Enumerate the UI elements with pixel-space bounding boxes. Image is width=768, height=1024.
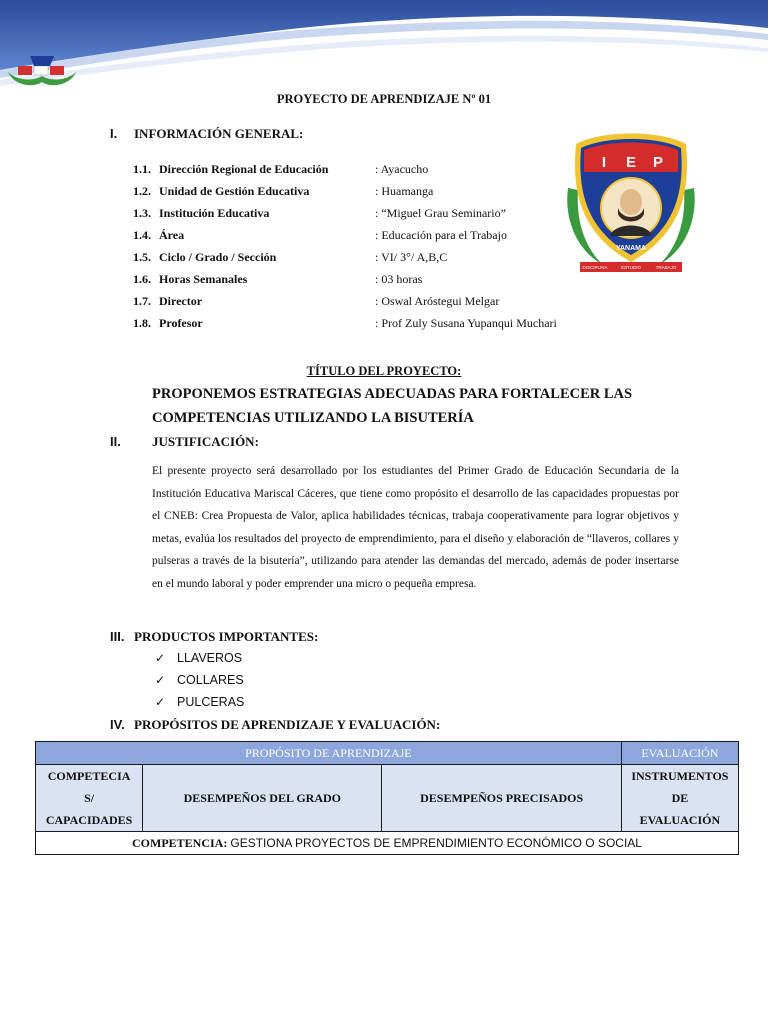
- info-row: [133, 294, 573, 316]
- products-list: [155, 651, 244, 717]
- info-value: : “Miguel Grau Seminario”: [375, 206, 506, 220]
- header-evaluacion: EVALUACIÓN: [621, 742, 738, 765]
- document-title: PROYECTO DE APRENDIZAJE Nº 01: [276, 92, 492, 106]
- info-key: Unidad de Gestión Educativa: [159, 184, 310, 198]
- info-num: 1.8.: [133, 316, 151, 330]
- info-num: 1.1.: [133, 162, 151, 176]
- table-row: [36, 832, 739, 855]
- check-icon: ✓: [155, 673, 166, 687]
- section-heading-justification: [110, 434, 259, 450]
- emblem-letter: P: [652, 154, 664, 171]
- info-row: [133, 184, 573, 206]
- product-label: LLAVEROS: [177, 651, 243, 665]
- project-title-label: TÍTULO DEL PROYECTO:: [306, 364, 462, 378]
- competencia-label: COMPETENCIA:: [132, 835, 228, 850]
- header-line: COMPETECIA: [47, 769, 131, 783]
- header-desempenos-precisados: DESEMPEÑOS PRECISADOS: [382, 765, 621, 832]
- section-number: III.: [110, 629, 125, 644]
- competencia-value: GESTIONA PROYECTOS DE EMPRENDIMIENTO ECONÓMICO O SOCIAL: [230, 835, 642, 850]
- emblem-letter: I: [601, 154, 607, 171]
- project-name-line: PROPONEMOS ESTRATEGIAS ADECUADAS PARA FORTALECER LAS: [152, 386, 633, 402]
- table-header-row: [36, 742, 739, 765]
- info-row: [133, 206, 573, 228]
- info-num: 1.6.: [133, 272, 151, 286]
- header-proposito: PROPÓSITO DE APRENDIZAJE: [36, 742, 622, 765]
- product-item: [155, 673, 244, 695]
- product-item: [155, 695, 244, 717]
- project-name: [152, 382, 712, 430]
- header-line: INSTRUMENTOS: [631, 769, 729, 783]
- section-heading-info: [110, 126, 303, 142]
- info-value: : VI/ 3°/ A,B,C: [375, 250, 448, 264]
- competencia-cell: [36, 832, 739, 855]
- header-line: S/: [84, 791, 95, 805]
- header-competencias: [36, 765, 143, 832]
- project-name-line: COMPETENCIAS UTILIZANDO LA BISUTERÍA: [152, 410, 474, 426]
- section-label: PRODUCTOS IMPORTANTES:: [134, 629, 319, 644]
- table-subheader-row: [36, 765, 739, 832]
- info-value: : Huamanga: [375, 184, 434, 198]
- info-num: 1.4.: [133, 228, 151, 242]
- section-label: JUSTIFICACIÓN:: [152, 434, 259, 449]
- emblem-ribbon-text: TRABAJO: [655, 265, 677, 270]
- info-value: : 03 horas: [375, 272, 423, 286]
- info-num: 1.2.: [133, 184, 151, 198]
- info-num: 1.7.: [133, 294, 151, 308]
- general-info-list: [133, 162, 573, 338]
- product-label: PULCERAS: [177, 695, 245, 709]
- emblem-ribbon-text: DISCIPLINA: [582, 265, 608, 270]
- info-row: [133, 272, 573, 294]
- justification-paragraph: El presente proyecto será desarrollado por los estudiantes del Primer Grado de Educación Secundaria de la Institución Educativa Mariscal Cáceres, que tiene como propósito el desarrollo de las capacidades propuestas por el CNEB: Crea Propuesta de Valor, aplica habilidades técnicas, trabaja cooperativamente para lograr objetivos y metas, evalúa los resultados del proyecto de emprendimiento, para el diseño y elaboración de “llaveros, collares y pulseras a través de la bisutería”, utilizando para atender las demandas del mercado, además de poder insertarse en el mundo laboral y poder emprender una micro o pequeña empresa.: [152, 465, 679, 590]
- check-icon: ✓: [155, 695, 166, 709]
- emblem-ribbon-text: ESTUDIO: [620, 265, 642, 270]
- info-value: : Oswal Aróstegui Melgar: [375, 294, 500, 308]
- header-line: DE: [671, 791, 689, 805]
- section-number: I.: [110, 126, 118, 141]
- info-value: : Educación para el Trabajo: [375, 228, 507, 242]
- section-label: PROPÓSITOS DE APRENDIZAJE Y EVALUACIÓN:: [134, 717, 441, 732]
- info-value: : Prof Zuly Susana Yupanqui Muchari: [375, 316, 557, 330]
- info-key: Director: [159, 294, 203, 308]
- purposes-table: [35, 741, 739, 855]
- info-num: 1.3.: [133, 206, 151, 220]
- info-row: [133, 162, 573, 184]
- section-heading-products: [110, 629, 318, 645]
- school-logo-small: [4, 52, 80, 88]
- info-key: Profesor: [159, 316, 203, 330]
- school-emblem: [562, 128, 700, 278]
- product-label: COLLARES: [177, 673, 244, 687]
- product-item: [155, 651, 244, 673]
- section-heading-purposes: [110, 717, 440, 733]
- info-key: Dirección Regional de Educación: [159, 162, 329, 176]
- info-key: Área: [159, 228, 185, 242]
- section-label: INFORMACIÓN GENERAL:: [134, 126, 304, 141]
- info-num: 1.5.: [133, 250, 151, 264]
- info-key: Institución Educativa: [159, 206, 270, 220]
- header-instrumentos: [621, 765, 738, 832]
- section-number: II.: [110, 434, 121, 449]
- emblem-bottom-text: YANAMA: [615, 245, 647, 252]
- info-key: Horas Semanales: [159, 272, 248, 286]
- info-key: Ciclo / Grado / Sección: [159, 250, 277, 264]
- header-desempenos-grado: DESEMPEÑOS DEL GRADO: [143, 765, 382, 832]
- info-row: [133, 250, 573, 272]
- section-number: IV.: [110, 717, 125, 732]
- header-line: EVALUACIÓN: [639, 813, 721, 827]
- info-row: [133, 228, 573, 250]
- emblem-letter: E: [625, 154, 637, 171]
- check-icon: ✓: [155, 651, 166, 665]
- info-row: [133, 316, 573, 338]
- header-line: CAPACIDADES: [45, 813, 133, 827]
- info-value: : Ayacucho: [375, 162, 429, 176]
